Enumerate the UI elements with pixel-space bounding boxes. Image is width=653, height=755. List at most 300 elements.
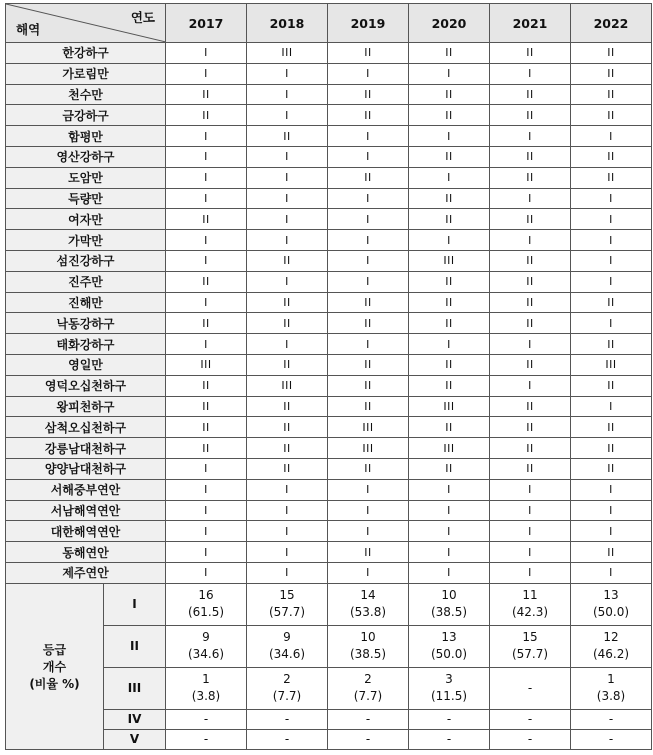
region-name: 영일만	[6, 354, 166, 375]
grade-count: 15	[279, 588, 295, 603]
grade-cell: II	[247, 458, 328, 479]
grade-cell: II	[166, 105, 247, 126]
grade-count: 9	[283, 630, 291, 645]
grade-cell: I	[571, 500, 652, 521]
grade-cell: II	[247, 126, 328, 147]
grade-cell: II	[166, 84, 247, 105]
grade-count: -	[608, 711, 614, 726]
grade-cell: II	[571, 438, 652, 459]
grade-count: -	[446, 731, 452, 746]
grade-ratio: (11.5)	[430, 689, 468, 704]
table-row	[6, 542, 652, 563]
table-row	[6, 126, 652, 147]
grade-ratio: (50.0)	[430, 647, 468, 662]
grade-cell: I	[166, 458, 247, 479]
region-name: 금강하구	[6, 105, 166, 126]
grade-count: -	[527, 680, 533, 695]
region-name: 영산강하구	[6, 146, 166, 167]
grade-cell: I	[328, 63, 409, 84]
grade-cell: I	[490, 126, 571, 147]
grade-cell: I	[247, 230, 328, 251]
grade-ratio: (7.7)	[353, 689, 383, 704]
grade-cell: I	[490, 500, 571, 521]
grade-count: 3	[445, 672, 453, 687]
grade-cell: II	[409, 84, 490, 105]
grade-count: 13	[603, 588, 619, 603]
grade-cell: II	[571, 458, 652, 479]
grade-cell: I	[571, 562, 652, 583]
grade-count-cell	[571, 625, 652, 667]
grade-cell: II	[571, 417, 652, 438]
region-name: 진해만	[6, 292, 166, 313]
grade-cell: I	[247, 167, 328, 188]
table-row	[6, 479, 652, 500]
grade-cell: I	[409, 542, 490, 563]
grade-cell: I	[166, 43, 247, 64]
grade-cell: I	[409, 126, 490, 147]
region-name: 한강하구	[6, 43, 166, 64]
grade-cell: II	[166, 438, 247, 459]
grade-count-cell	[490, 729, 571, 749]
grade-count-cell	[328, 729, 409, 749]
table-row	[6, 188, 652, 209]
grade-count: -	[446, 711, 452, 726]
grade-cell: I	[166, 562, 247, 583]
grade-cell: II	[490, 167, 571, 188]
grade-count: -	[365, 711, 371, 726]
grade-cell: I	[490, 521, 571, 542]
year-header-2022: 2022	[571, 4, 652, 43]
grade-count-cell	[571, 667, 652, 709]
grade-cell: II	[490, 417, 571, 438]
grade-cell: II	[490, 354, 571, 375]
grade-count: -	[284, 731, 290, 746]
grade-cell: III	[409, 250, 490, 271]
grade-cell: II	[490, 313, 571, 334]
grade-cell: III	[166, 354, 247, 375]
grade-ratio: (7.7)	[272, 689, 302, 704]
grade-cell: I	[328, 500, 409, 521]
grade-cell: II	[166, 375, 247, 396]
grade-cell: I	[328, 562, 409, 583]
table-row	[6, 167, 652, 188]
grade-ratio: (53.8)	[349, 605, 387, 620]
grade-count-cell	[247, 625, 328, 667]
grade-count: 13	[441, 630, 457, 645]
grade-count-cell	[247, 709, 328, 729]
grade-cell: I	[490, 188, 571, 209]
grade-cell: I	[166, 334, 247, 355]
grade-cell: I	[166, 250, 247, 271]
grade-cell: II	[328, 105, 409, 126]
grade-cell: II	[409, 292, 490, 313]
grade-cell: II	[490, 250, 571, 271]
grade-cell: II	[571, 63, 652, 84]
grade-cell: I	[571, 250, 652, 271]
grade-cell: II	[571, 167, 652, 188]
grade-cell: II	[328, 292, 409, 313]
grade-cell: II	[490, 271, 571, 292]
grade-cell: II	[409, 354, 490, 375]
grade-cell: I	[409, 479, 490, 500]
grade-cell: II	[328, 313, 409, 334]
grade-cell: I	[166, 126, 247, 147]
region-name: 삼척오십천하구	[6, 417, 166, 438]
grade-count-cell	[409, 667, 490, 709]
grade-cell: II	[409, 271, 490, 292]
grade-cell: I	[166, 146, 247, 167]
grade-count: 14	[360, 588, 376, 603]
grade-cell: I	[166, 500, 247, 521]
grade-cell: I	[328, 230, 409, 251]
table-row	[6, 105, 652, 126]
grade-cell: III	[409, 396, 490, 417]
grade-count-label-line: 등급	[42, 642, 67, 657]
grade-count: -	[203, 711, 209, 726]
grade-count-cell	[166, 583, 247, 625]
grade-cell: I	[571, 479, 652, 500]
grade-cell: I	[409, 521, 490, 542]
year-header-2019: 2019	[328, 4, 409, 43]
region-name: 여자만	[6, 209, 166, 230]
corner-header-cell	[6, 4, 166, 43]
grade-cell: I	[490, 334, 571, 355]
grade-cell: II	[409, 458, 490, 479]
table-row	[6, 334, 652, 355]
grade-count: 10	[360, 630, 376, 645]
grade-cell: I	[409, 230, 490, 251]
grade-ratio: (57.7)	[511, 647, 549, 662]
grade-cell: II	[490, 146, 571, 167]
grade-level: III	[104, 667, 166, 709]
grade-count-cell	[166, 625, 247, 667]
table-row	[6, 313, 652, 334]
grade-cell: I	[247, 105, 328, 126]
table-row	[6, 500, 652, 521]
region-name: 영덕오십천하구	[6, 375, 166, 396]
grade-cell: I	[247, 334, 328, 355]
grade-cell: II	[247, 250, 328, 271]
grade-count: 9	[202, 630, 210, 645]
grade-ratio: (61.5)	[187, 605, 225, 620]
grade-cell: II	[166, 209, 247, 230]
grade-count-cell	[571, 709, 652, 729]
grade-count-cell	[490, 625, 571, 667]
grade-count-label-line: 개수	[42, 659, 67, 674]
grade-level: IV	[104, 709, 166, 729]
grade-ratio: (34.6)	[187, 647, 225, 662]
region-name: 천수만	[6, 84, 166, 105]
grade-cell: II	[166, 313, 247, 334]
grade-count-cell	[328, 667, 409, 709]
grade-count: 12	[603, 630, 619, 645]
grade-cell: I	[409, 562, 490, 583]
grade-count-cell	[490, 667, 571, 709]
grade-cell: I	[490, 63, 571, 84]
table-row	[6, 209, 652, 230]
grade-cell: II	[490, 458, 571, 479]
table-row	[6, 396, 652, 417]
grade-count-cell	[166, 729, 247, 749]
grade-cell: II	[409, 375, 490, 396]
grade-cell: I	[247, 146, 328, 167]
grade-count: 15	[522, 630, 538, 645]
grade-count: -	[284, 711, 290, 726]
grade-cell: II	[490, 209, 571, 230]
grade-count-cell	[571, 583, 652, 625]
grade-cell: I	[490, 230, 571, 251]
grade-cell: I	[409, 167, 490, 188]
grade-cell: I	[247, 209, 328, 230]
table-header	[6, 4, 652, 43]
grade-count-cell	[571, 729, 652, 749]
summary-row	[6, 583, 652, 625]
grade-cell: I	[328, 209, 409, 230]
grade-cell: II	[328, 84, 409, 105]
grade-cell: II	[328, 354, 409, 375]
grade-cell: I	[247, 63, 328, 84]
grade-cell: I	[166, 230, 247, 251]
grade-cell: II	[490, 105, 571, 126]
grade-cell: II	[328, 542, 409, 563]
grade-cell: I	[571, 271, 652, 292]
grade-cell: II	[571, 43, 652, 64]
grade-cell: I	[328, 188, 409, 209]
grade-count: -	[203, 731, 209, 746]
grade-cell: I	[328, 334, 409, 355]
region-name: 서해중부연안	[6, 479, 166, 500]
grade-cell: II	[247, 313, 328, 334]
region-name: 가막만	[6, 230, 166, 251]
table-row	[6, 521, 652, 542]
year-header-2021: 2021	[490, 4, 571, 43]
grade-cell: III	[571, 354, 652, 375]
grade-cell: II	[247, 354, 328, 375]
grade-count-cell	[166, 667, 247, 709]
grade-cell: II	[247, 292, 328, 313]
table-row	[6, 438, 652, 459]
grade-cell: I	[166, 188, 247, 209]
grade-cell: I	[328, 146, 409, 167]
grade-count: 2	[364, 672, 372, 687]
grade-cell: I	[490, 375, 571, 396]
grade-count-cell	[490, 709, 571, 729]
grade-count-cell	[409, 583, 490, 625]
region-name: 양양남대천하구	[6, 458, 166, 479]
grade-cell: I	[328, 126, 409, 147]
grade-count: 1	[607, 672, 615, 687]
region-name: 낙동강하구	[6, 313, 166, 334]
grade-ratio: (3.8)	[596, 689, 626, 704]
grade-cell: I	[409, 334, 490, 355]
region-name: 동해연안	[6, 542, 166, 563]
grade-count: 1	[202, 672, 210, 687]
grade-cell: II	[328, 458, 409, 479]
table-row	[6, 43, 652, 64]
grade-count-cell	[328, 583, 409, 625]
region-name: 가로림만	[6, 63, 166, 84]
grade-cell: II	[490, 43, 571, 64]
grade-cell: II	[247, 396, 328, 417]
grade-cell: II	[409, 417, 490, 438]
grade-level: I	[104, 583, 166, 625]
grade-cell: II	[490, 292, 571, 313]
grade-ratio: (3.8)	[191, 689, 221, 704]
grade-cell: II	[409, 209, 490, 230]
grade-cell: II	[571, 146, 652, 167]
grade-cell: I	[247, 562, 328, 583]
grade-cell: II	[490, 84, 571, 105]
grade-cell: I	[166, 521, 247, 542]
grade-cell: I	[166, 63, 247, 84]
grade-ratio: (34.6)	[268, 647, 306, 662]
table-row	[6, 146, 652, 167]
table-row	[6, 250, 652, 271]
grade-count-cell	[247, 583, 328, 625]
grade-count-cell	[409, 625, 490, 667]
grade-cell: II	[571, 84, 652, 105]
grade-ratio: (42.3)	[511, 605, 549, 620]
region-name: 서남해역연안	[6, 500, 166, 521]
year-header-2017: 2017	[166, 4, 247, 43]
grade-cell: I	[328, 250, 409, 271]
water-quality-grade-table	[5, 3, 652, 750]
grade-ratio: (57.7)	[268, 605, 306, 620]
grade-cell: II	[328, 396, 409, 417]
grade-cell: II	[328, 43, 409, 64]
grade-cell: I	[166, 542, 247, 563]
grade-count: 2	[283, 672, 291, 687]
grade-cell: II	[571, 542, 652, 563]
grade-cell: I	[247, 271, 328, 292]
grade-cell: I	[328, 521, 409, 542]
grade-cell: II	[328, 167, 409, 188]
year-header-2018: 2018	[247, 4, 328, 43]
grade-cell: II	[409, 146, 490, 167]
grade-count-label-line: (비율 %)	[29, 676, 80, 691]
grade-count: -	[365, 731, 371, 746]
grade-cell: II	[490, 396, 571, 417]
grade-count-cell	[328, 709, 409, 729]
grade-count: 10	[441, 588, 457, 603]
region-name: 제주연안	[6, 562, 166, 583]
table-row	[6, 375, 652, 396]
grade-count: -	[527, 731, 533, 746]
region-name: 득량만	[6, 188, 166, 209]
grade-count-cell	[409, 709, 490, 729]
grade-count-cell	[247, 667, 328, 709]
region-name: 태화강하구	[6, 334, 166, 355]
region-name: 도암만	[6, 167, 166, 188]
region-name: 강릉남대천하구	[6, 438, 166, 459]
grade-cell: I	[571, 188, 652, 209]
grade-count-cell	[490, 583, 571, 625]
region-rows	[6, 43, 652, 584]
grade-cell: II	[490, 438, 571, 459]
grade-cell: II	[247, 438, 328, 459]
grade-count: 11	[522, 588, 538, 603]
grade-cell: I	[571, 209, 652, 230]
table-row	[6, 458, 652, 479]
grade-cell: I	[166, 479, 247, 500]
grade-cell: II	[166, 417, 247, 438]
sea-area-axis-label: 해역	[16, 22, 41, 37]
grade-cell: I	[247, 84, 328, 105]
grade-cell: II	[571, 375, 652, 396]
table-row	[6, 63, 652, 84]
grade-cell: II	[571, 105, 652, 126]
region-name: 진주만	[6, 271, 166, 292]
region-name: 왕피천하구	[6, 396, 166, 417]
table-row	[6, 417, 652, 438]
grade-cell: I	[409, 500, 490, 521]
grade-ratio: (38.5)	[430, 605, 468, 620]
grade-cell: II	[409, 43, 490, 64]
table-row	[6, 562, 652, 583]
grade-count-cell	[409, 729, 490, 749]
year-header-2020: 2020	[409, 4, 490, 43]
table-row	[6, 292, 652, 313]
table-row	[6, 230, 652, 251]
table-row	[6, 271, 652, 292]
region-name: 대한해역연안	[6, 521, 166, 542]
grade-cell: I	[571, 230, 652, 251]
grade-count: 16	[198, 588, 214, 603]
grade-count: -	[608, 731, 614, 746]
grade-cell: II	[409, 313, 490, 334]
grade-cell: II	[328, 375, 409, 396]
grade-summary-rows	[6, 583, 652, 749]
grade-count-cell	[166, 709, 247, 729]
grade-cell: I	[328, 479, 409, 500]
grade-cell: I	[328, 271, 409, 292]
grade-cell: III	[247, 375, 328, 396]
grade-cell: II	[166, 396, 247, 417]
grade-cell: I	[166, 292, 247, 313]
grade-cell: I	[571, 313, 652, 334]
region-name: 섬진강하구	[6, 250, 166, 271]
grade-cell: II	[571, 292, 652, 313]
grade-cell: I	[247, 521, 328, 542]
grade-cell: II	[409, 188, 490, 209]
grade-count: -	[527, 711, 533, 726]
grade-ratio: (38.5)	[349, 647, 387, 662]
grade-cell: I	[490, 479, 571, 500]
grade-cell: I	[247, 479, 328, 500]
grade-cell: I	[571, 126, 652, 147]
grade-cell: III	[328, 438, 409, 459]
grade-cell: III	[409, 438, 490, 459]
grade-cell: I	[247, 542, 328, 563]
grade-cell: II	[166, 271, 247, 292]
grade-cell: II	[409, 105, 490, 126]
grade-count-cell	[247, 729, 328, 749]
grade-ratio: (50.0)	[592, 605, 630, 620]
year-axis-label: 연도	[130, 10, 155, 25]
grade-cell: I	[490, 542, 571, 563]
grade-ratio: (46.2)	[592, 647, 630, 662]
grade-cell: I	[166, 167, 247, 188]
grade-level: II	[104, 625, 166, 667]
grade-cell: I	[409, 63, 490, 84]
grade-cell: III	[247, 43, 328, 64]
grade-cell: II	[247, 417, 328, 438]
table-row	[6, 354, 652, 375]
grade-cell: I	[490, 562, 571, 583]
region-name: 함평만	[6, 126, 166, 147]
table-row	[6, 84, 652, 105]
grade-count-label	[6, 583, 104, 749]
